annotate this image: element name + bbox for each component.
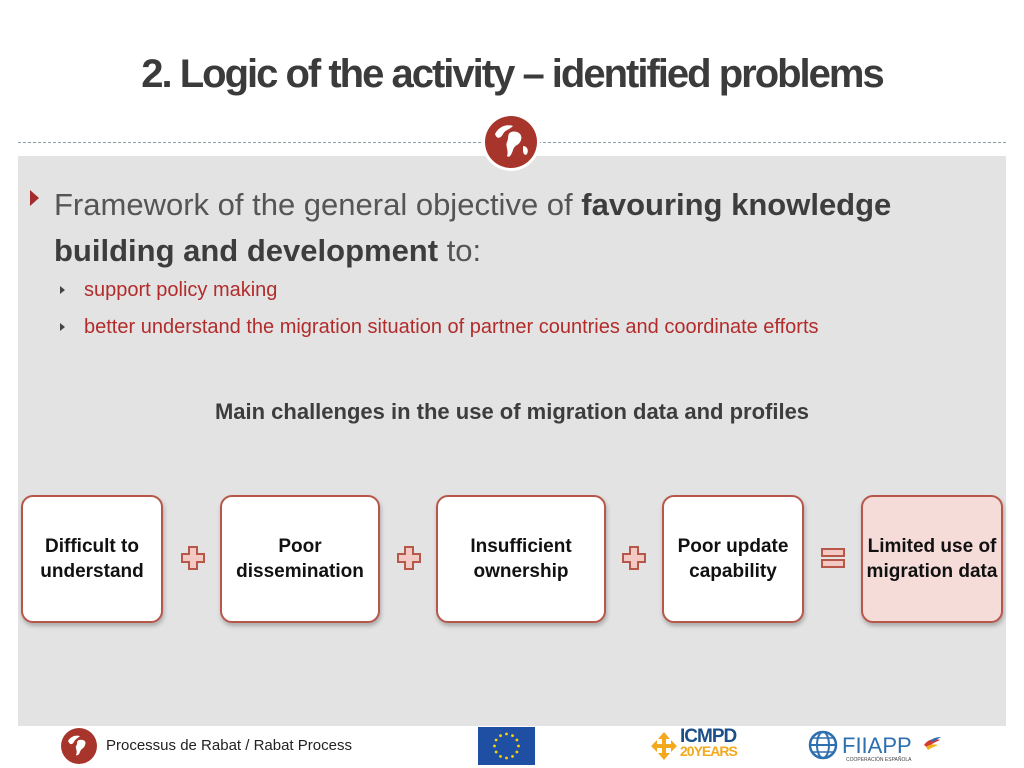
challenge-box — [436, 495, 606, 623]
icmpd-label-bottom: 20YEARS — [680, 743, 737, 759]
rabat-process-logo-icon — [60, 727, 98, 765]
challenge-box-label: Insufficient ownership — [470, 536, 572, 582]
icmpd-logo-text — [680, 726, 737, 759]
fiiapp-globe-icon — [808, 730, 838, 760]
main-bullet-text-after: to: — [438, 233, 482, 268]
fiiapp-label: FIIAPP — [842, 733, 912, 758]
fiiapp-sub-label: COOPERACIÓN ESPAÑOLA — [846, 757, 912, 763]
challenge-box-label: Poor update capability — [677, 536, 789, 582]
main-bullet — [30, 182, 1000, 274]
sub-bullet — [60, 316, 819, 339]
rabat-process-globe-icon — [481, 112, 541, 172]
sub-bullet-arrow-icon — [60, 286, 65, 294]
challenges-title: Main challenges in the use of migration data and profiles — [214, 399, 810, 424]
plus-icon — [180, 545, 206, 571]
challenge-box — [220, 495, 380, 623]
main-bullet-text-before: Framework of the general objective of — [54, 187, 582, 222]
challenge-box-label: Poor dissemination — [236, 536, 364, 582]
challenge-box-label: Difficult to understand — [40, 536, 144, 582]
sub-bullet-arrow-icon — [60, 323, 65, 331]
slide-title: 2. Logic of the activity – identified problems — [141, 52, 883, 96]
plus-icon — [396, 545, 422, 571]
footer-process-label: Processus de Rabat / Rabat Process — [106, 737, 352, 754]
challenge-box — [21, 495, 163, 623]
result-box-label: Limited use of migration data — [866, 536, 998, 582]
sub-bullet-text: support policy making — [84, 279, 278, 301]
sub-bullet — [60, 279, 277, 302]
challenge-box — [662, 495, 804, 623]
cooperacion-espanola-icon — [922, 735, 942, 751]
icmpd-label-top: ICMPD — [680, 726, 737, 747]
sub-bullet-text: better understand the migration situation of partner countries and coordinate efforts — [84, 316, 819, 338]
equals-icon — [820, 545, 846, 571]
main-bullet-bold: favouring knowledge building and development — [54, 187, 892, 268]
icmpd-arrows-icon — [650, 731, 678, 761]
plus-icon — [621, 545, 647, 571]
eu-flag-icon — [478, 727, 535, 765]
bullet-arrow-icon — [30, 190, 39, 206]
result-box — [861, 495, 1003, 623]
